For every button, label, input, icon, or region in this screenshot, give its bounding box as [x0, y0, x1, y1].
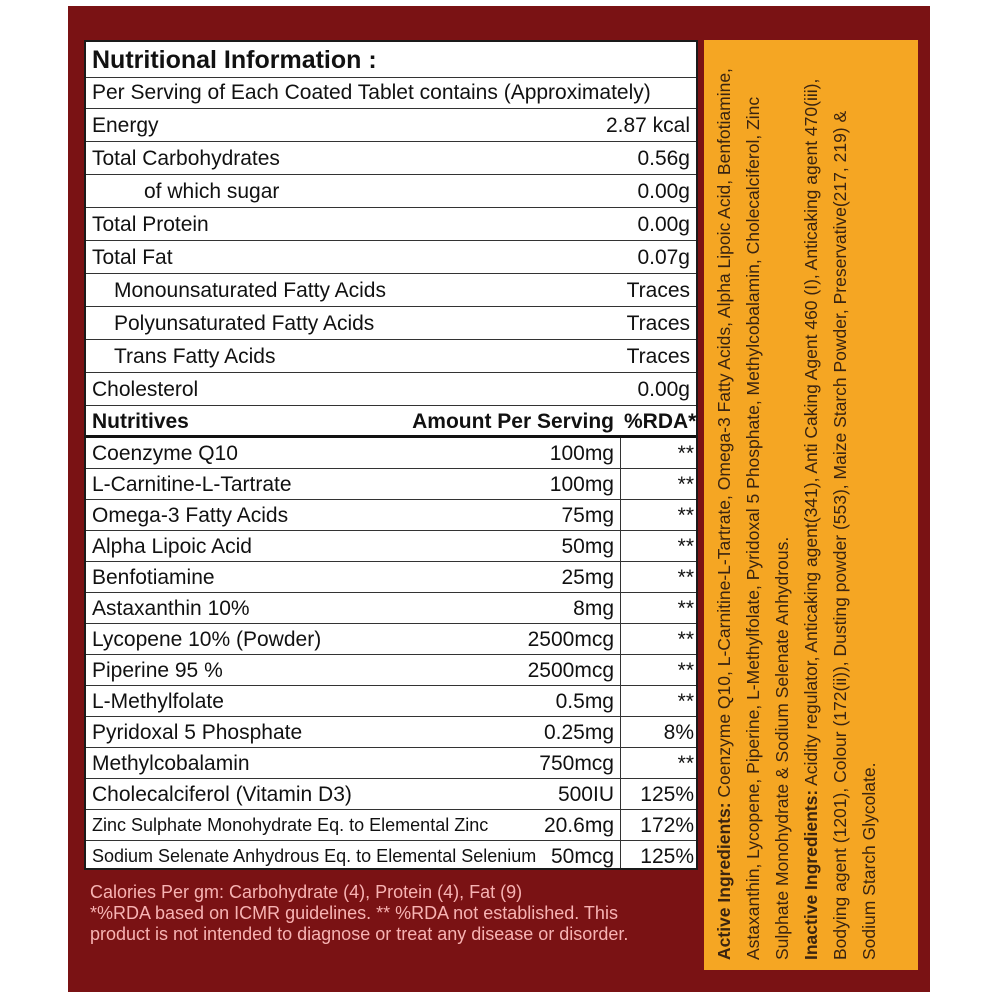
nutritive-amount: 75mg — [561, 504, 614, 527]
footer-disclaimer: product is not intended to diagnose or treat any disease or disorder. — [90, 924, 629, 944]
nutritive-rda: 172% — [640, 814, 694, 837]
nutritive-rda: ** — [677, 690, 694, 713]
nutrition-row — [86, 307, 696, 340]
nutritive-row — [86, 593, 696, 624]
nutritive-name: Benfotiamine — [92, 566, 215, 589]
nutrition-value: 0.07g — [637, 246, 690, 269]
nutritive-rda: ** — [677, 659, 694, 682]
active-ingredients — [710, 50, 797, 960]
nutrition-row — [86, 340, 696, 373]
nutritive-amount: 2500mcg — [527, 628, 614, 651]
nutrition-row — [86, 241, 696, 274]
nutrition-value: Traces — [626, 279, 690, 302]
nutritive-amount: 20.6mg — [543, 814, 614, 837]
nutrition-value: 0.00g — [637, 378, 690, 401]
nutritive-name: Astaxanthin 10% — [92, 597, 250, 620]
inactive-ingredients-list: Acidity regulator, Anticaking agent(341), Anti Caking Agent 460 (I), Anticaking agent 470(iii), Bodying agent (1201), Colour (172(ii)), Dusting powder (553), Maize Starch Powder, Preservative(217, 219) & Sodium Starch Glycolate. — [801, 78, 879, 960]
nutritive-amount: 100mg — [549, 473, 614, 496]
nutrition-row — [86, 373, 696, 406]
ingredients-text — [704, 40, 918, 970]
footer-rda-note: *%RDA based on ICMR guidelines. ** %RDA not established. This — [90, 903, 618, 923]
nutritive-name: Zinc Sulphate Monohydrate Eq. to Elemental Zinc — [92, 815, 489, 835]
ingredients-panel — [704, 40, 918, 970]
nutritive-rda: ** — [677, 752, 694, 775]
nutritive-rda: ** — [677, 473, 694, 496]
nutrition-value: 0.00g — [637, 213, 690, 236]
nutritive-name: Methylcobalamin — [92, 752, 250, 775]
nutritive-row — [86, 655, 696, 686]
active-ingredients-label: Active Ingredients: — [714, 802, 734, 960]
nutritive-amount: 8mg — [573, 597, 614, 620]
nutrition-name: of which sugar — [144, 180, 280, 203]
nutritive-row — [86, 469, 696, 500]
nutritive-name: L-Methylfolate — [92, 690, 224, 713]
nutritive-row — [86, 779, 696, 810]
nutritive-name: Coenzyme Q10 — [92, 442, 238, 465]
nutrition-name: Energy — [92, 114, 159, 137]
nutritive-name: Omega-3 Fatty Acids — [92, 504, 289, 527]
nutrition-value: Traces — [626, 312, 690, 335]
nutritive-rda: 125% — [640, 845, 694, 868]
nutrition-name: Total Fat — [92, 246, 173, 269]
nutritive-row — [86, 624, 696, 655]
nutritive-rda: 8% — [663, 721, 694, 744]
amount-column-divider — [620, 438, 621, 868]
footer-calories: Calories Per gm: Carbohydrate (4), Protein (4), Fat (9) — [90, 882, 523, 902]
nutritives-header-amount: Amount Per Serving — [412, 410, 614, 433]
nutritive-name: Sodium Selenate Anhydrous Eq. to Elemental Selenium — [92, 846, 537, 866]
nutritive-rda: ** — [677, 535, 694, 558]
nutritive-amount: 100mg — [549, 442, 614, 465]
nutrition-title-row — [86, 42, 696, 78]
nutritive-row — [86, 438, 696, 469]
nutrition-row — [86, 175, 696, 208]
nutritive-amount: 25mg — [561, 566, 614, 589]
nutritive-row — [86, 748, 696, 779]
inactive-ingredients-label: Inactive Ingredients: — [801, 789, 821, 960]
nutritive-name: Alpha Lipoic Acid — [92, 535, 252, 558]
nutrition-title: Nutritional Information : — [92, 46, 377, 74]
nutrition-table — [84, 40, 698, 870]
nutrition-row — [86, 142, 696, 175]
nutritive-rda: ** — [677, 442, 694, 465]
nutrition-name: Trans Fatty Acids — [114, 345, 276, 368]
nutritive-amount: 0.25mg — [543, 721, 614, 744]
nutritive-name: Cholecalciferol (Vitamin D3) — [92, 783, 352, 806]
nutrition-row — [86, 208, 696, 241]
inactive-ingredients — [797, 50, 884, 960]
nutritive-name: Lycopene 10% (Powder) — [92, 628, 322, 651]
nutritive-rda: ** — [677, 597, 694, 620]
nutritives-header-row — [86, 407, 696, 438]
nutritive-row — [86, 686, 696, 717]
footer-notes — [90, 882, 700, 945]
nutritive-amount: 50mcg — [550, 845, 614, 868]
nutritive-name: Pyridoxal 5 Phosphate — [92, 721, 303, 744]
serving-subtitle-row — [86, 78, 696, 109]
nutritives-header-name: Nutritives — [92, 410, 189, 433]
nutritive-row — [86, 841, 696, 872]
nutrition-value: 0.56g — [637, 147, 690, 170]
nutritives-header-rda: %RDA* — [624, 410, 697, 433]
nutritive-name: Piperine 95 % — [92, 659, 223, 682]
nutritive-rda: ** — [677, 628, 694, 651]
nutrition-value: 0.00g — [637, 180, 690, 203]
nutritive-amount: 500IU — [557, 783, 614, 806]
nutritive-amount: 750mcg — [539, 752, 614, 775]
nutrition-row — [86, 109, 696, 142]
nutrition-value: Traces — [626, 345, 690, 368]
nutrition-name: Polyunsaturated Fatty Acids — [114, 312, 375, 335]
nutritive-row — [86, 562, 696, 593]
nutritive-amount: 50mg — [561, 535, 614, 558]
nutritive-amount: 2500mcg — [527, 659, 614, 682]
active-ingredients-list: Coenzyme Q10, L-Carnitine-L-Tartrate, Omega-3 Fatty Acids, Alpha Lipoic Acid, Benfotiamine, Astaxanthin, Lycopene, Piperine, L-Methylfolate, Pyridoxal 5 Phosphate, Methylcobalamin, Cholecalciferol, Zinc Sulphate Monohydrate & Sodium Selenate Anhydrous. — [714, 68, 792, 960]
nutrition-value: 2.87 kcal — [605, 114, 690, 137]
nutritive-amount: 0.5mg — [555, 690, 614, 713]
nutrition-name: Total Carbohydrates — [92, 147, 280, 170]
nutrition-row — [86, 274, 696, 307]
nutritive-row — [86, 810, 696, 841]
nutritive-row — [86, 500, 696, 531]
nutritive-rda: 125% — [640, 783, 694, 806]
nutrition-name: Total Protein — [92, 213, 209, 236]
nutritive-rda: ** — [677, 504, 694, 527]
nutritive-name: L-Carnitine-L-Tartrate — [92, 473, 292, 496]
nutritive-row — [86, 531, 696, 562]
serving-subtitle: Per Serving of Each Coated Tablet contains (Approximately) — [92, 81, 651, 104]
nutritive-rda: ** — [677, 566, 694, 589]
nutrition-name: Monounsaturated Fatty Acids — [114, 279, 386, 302]
nutrition-name: Cholesterol — [92, 378, 199, 401]
nutritive-row — [86, 717, 696, 748]
